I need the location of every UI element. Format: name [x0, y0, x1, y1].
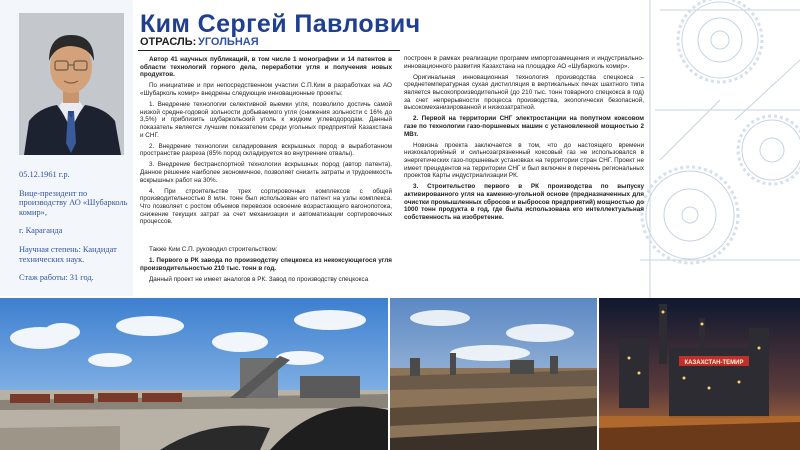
open-pit-mine-photo — [390, 298, 597, 450]
paragraph: Автор 41 научных публикаций, в том числе 1 монографии и 14 патентов в области технологий горного дела, переработки угля и получения новых продуктов. — [140, 56, 392, 79]
page-title: Ким Сергей Павлович — [140, 10, 421, 38]
paragraph: Данный проект не имеет аналогов в РК. Завод по производству спецкокса — [149, 275, 369, 283]
paragraph: 2. Внедрение технологии складирования вскрышных пород в выработанном пространстве разреза (85% пород складируется во внутренние отвалы). — [140, 142, 392, 158]
photo-strip — [0, 298, 800, 450]
paragraph: Новизна проекта заключается в том, что до настоящего времени низкокалорийный и сильнозагрязненный коксовый газ не использовался в энергетических газо-поршневых установках на территории стран СНГ. Проект не имеет прецедентов на территории СНГ и был включен в перечень региональных проектов Карты индустриализации РК. — [404, 141, 644, 180]
paragraph: 3. Внедрение бестранспортной технологии вскрышных пород (автор патента). Данное решение наиболее экономичное, позволяет снизить затраты и трудоемкость вскрышных работ на 30%. — [140, 161, 392, 184]
paragraph: Также Ким С.П. руководил строительством: — [149, 246, 278, 253]
paragraph: По инициативе и при непосредственном участии С.П.Ким в разработках на АО «Шубарколь комир» внедрены следующие инновационные проекты: — [140, 82, 392, 98]
paragraph: 3. Строительство первого в РК производства по выпуску активированного угля на каменно-угольной основе (предназначенных для очистки промышленных сбросов и выбросов предприятий) мощностью до 1000 тонн продукта в год, где была использована его интеллектуальная собственность на изобретение. — [404, 183, 644, 222]
birth-date: 05.12.1961 г.р. — [19, 170, 70, 179]
industry-line — [138, 36, 400, 50]
portrait-photo — [19, 13, 124, 155]
text-column-left — [140, 56, 392, 229]
paragraph: построен в рамках реализации программ импортозамещения и индустриально-инновационного развития Казахстана на площадке АО «Шубарколь комир». — [404, 55, 644, 70]
plant-sign: КАЗАХСТАН-ТЕМИР — [684, 360, 744, 366]
paragraph: 4. При строительстве трех сортировочных комплексов с общей производительностью 8 млн. тонн был использован его патент на узлы комплекса. Что позволяет с ростом объемов перевозок освоение возрастающего вагонопотока, снижение текущих затрат за счет механизации и автоматизации сортировочных процессов. — [140, 187, 392, 226]
industry-value: УГОЛЬНАЯ — [198, 36, 259, 48]
paragraph: 1. Первого в РК завода по производству спецкокса из некоксующегося угля производительностью 210 тыс. тонн в год. — [140, 257, 392, 272]
text-column-right — [404, 55, 644, 225]
paragraph: Оригинальная инновационная технология производства спецкокса – среднетемпературная сухая дистилляция в вертикальных печах шахтного типа является высокопроизводительной (до 210 тыс. тонн товарного спецкокса в год) за счет непрерывности процесса производства, экологически безопасной, высокомеханизированной и низкозатратной. — [404, 73, 644, 112]
profile-sidebar — [0, 0, 133, 296]
divider — [138, 50, 400, 51]
profile-info — [19, 170, 129, 292]
night-plant-photo — [599, 298, 800, 450]
coal-yard-photo — [0, 298, 388, 450]
text-column-left-bottom — [140, 246, 392, 287]
degree: Научная степень: Кандидат технических наук. — [19, 244, 117, 264]
paragraph: 1. Внедрение технологии селективной выемки угля, позволило достичь самой низкой средне-годовой зольности добываемого угля (снижения зольности с 16% до 3,5%) и приблизить шубаркольский уголь к жидким углеводородам. Данный показатель является лучшим показателем среди угольных предприятий Казахстана и СНГ. — [140, 101, 392, 139]
experience: Стаж работы: 31 год. — [19, 273, 94, 283]
industry-label: ОТРАСЛЬ: — [140, 36, 197, 48]
paragraph: 2. Первой на территории СНГ электростанции на попутном коксовом газе по технологии газо-поршневых машин с установленной мощностью 2 МВт. — [404, 115, 644, 138]
position: Вице-президент по производству АО «Шубарколь комир», — [19, 188, 128, 217]
city: г. Караганда — [19, 226, 63, 236]
